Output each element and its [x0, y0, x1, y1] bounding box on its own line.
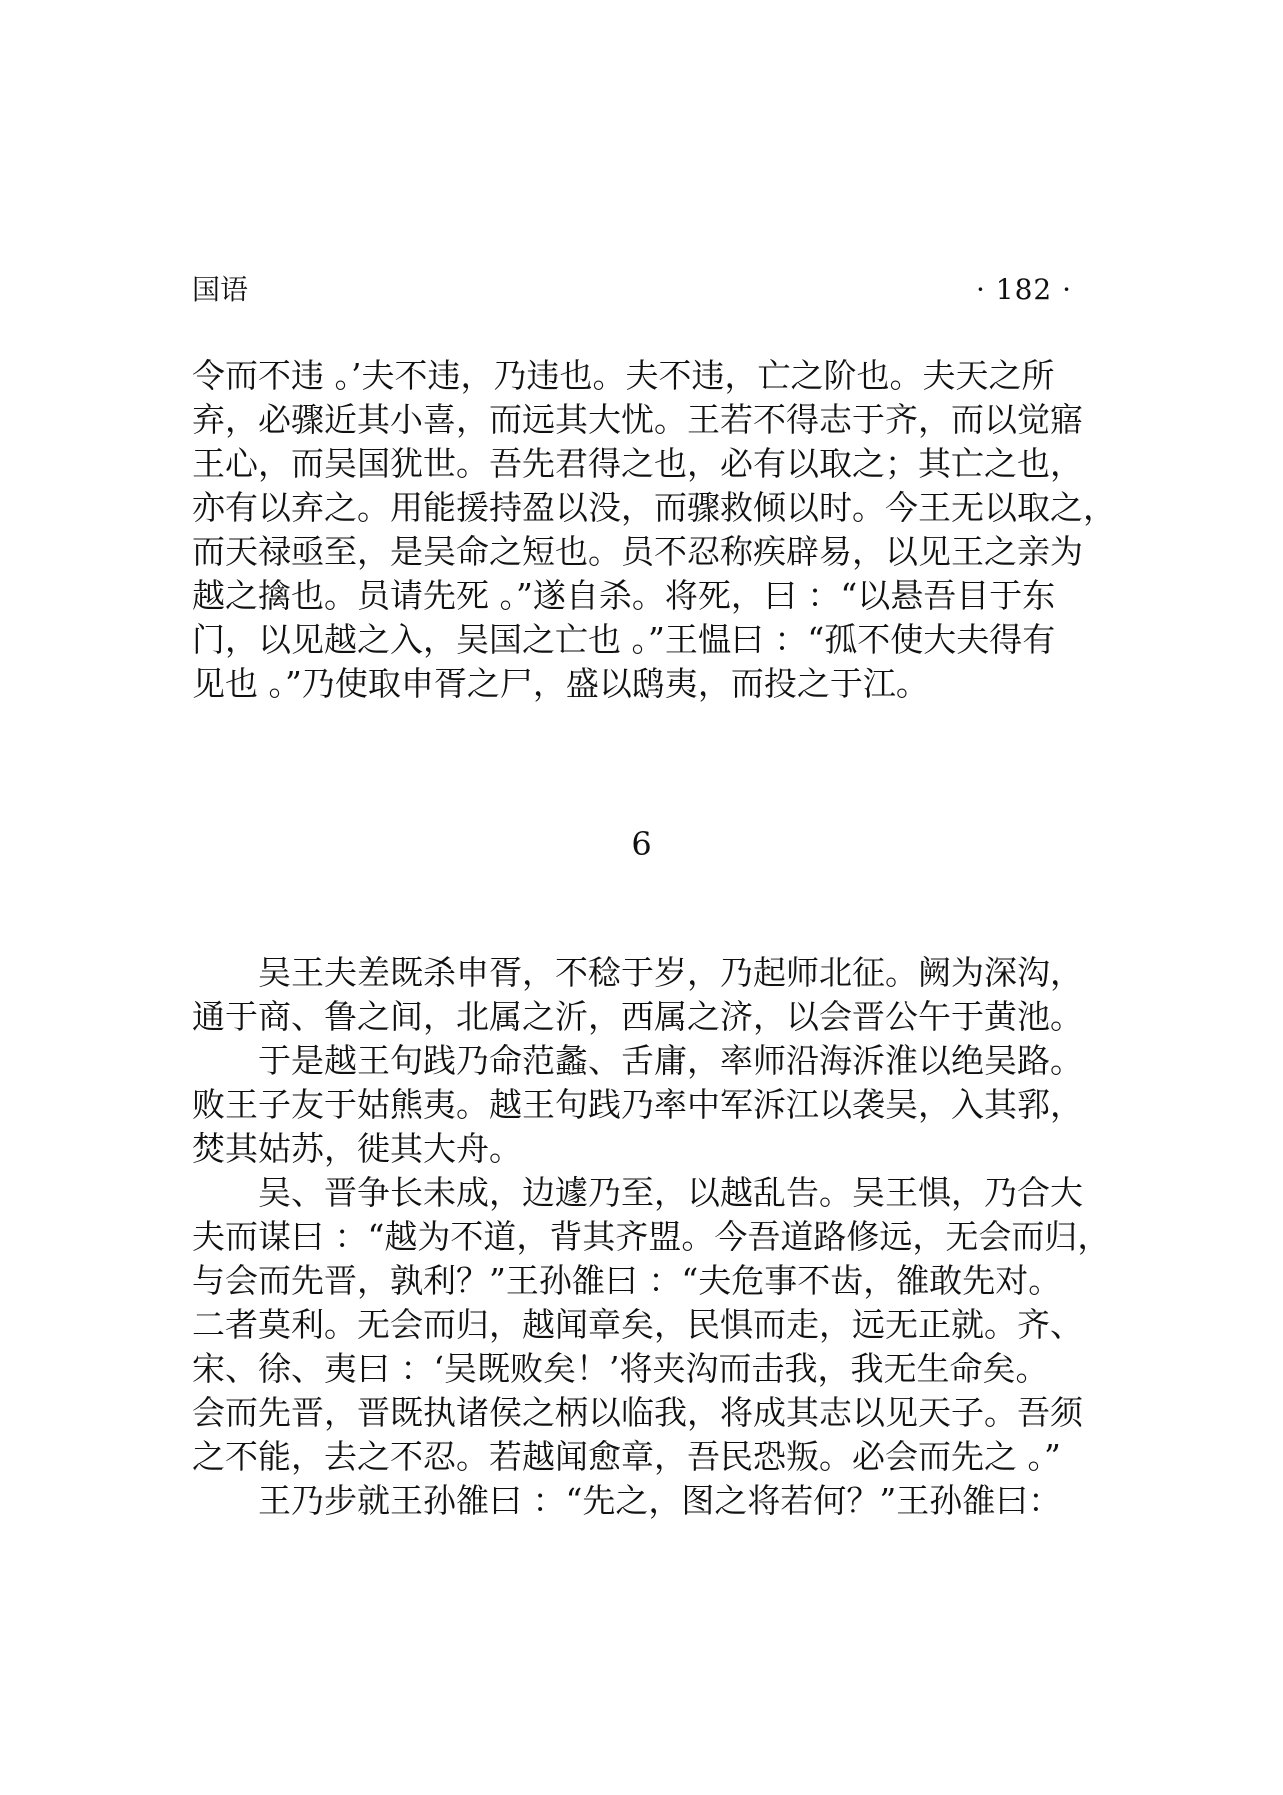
text-line: 令而不违 。’夫不违，乃违也。夫不违，亡之阶也。夫天之所 [192, 356, 1055, 395]
text-line: 而天禄亟至，是吴命之短也。员不忍称疾辟易，以见王之亲为 [192, 532, 1083, 571]
text-line: 之不能，去之不忍。若越闻愈章，吾民恐叛。必会而先之 。” [192, 1437, 1061, 1476]
text-line: 王心，而吴国犹世。吾先君得之也，必有以取之；其亡之也， [192, 444, 1083, 483]
text-line: 吴王夫差既杀申胥，不稔于岁，乃起师北征。阙为深沟， [258, 953, 1083, 992]
text-line: 王乃步就王孙雒曰 ：“先之，图之将若何？”王孙雒曰： [258, 1481, 1062, 1520]
text-line: 于是越王句践乃命范蠡、舌庸，率师沿海泝淮以绝吴路。 [258, 1041, 1083, 1080]
text-line: 通于商、鲁之间，北属之沂，西属之济，以会晋公午于黄池。 [192, 997, 1083, 1036]
text-line: 会而先晋，晋既执诸侯之柄以临我，将成其志以见天子。吾须 [192, 1393, 1083, 1432]
text-line: 与会而先晋，孰利？”王孙雒曰 ：“夫危事不齿，雒敢先对。 [192, 1261, 1062, 1300]
text-line: 越之擒也。员请先死 。”遂自杀。将死，曰 ：“以悬吾目于东 [192, 576, 1056, 615]
text-line: 败王子友于姑熊夷。越王句践乃率中军泝江以袭吴，入其郛， [192, 1085, 1083, 1124]
text-line: 焚其姑苏，徙其大舟。 [192, 1129, 522, 1168]
section-number: 6 [631, 825, 652, 863]
text-line: 亦有以弃之。用能援持盈以没，而骤救倾以时。今王无以取之， [192, 488, 1116, 527]
text-line: 宋、徐、夷曰 ：‘吴既败矣！’将夹沟而击我，我无生命矣。 [192, 1349, 1049, 1388]
paragraph-top [192, 354, 1116, 706]
text-line: 夫而谋曰 ：“越为不道，背其齐盟。今吾道路修远，无会而归， [192, 1217, 1111, 1256]
text-line: 见也 。”乃使取申胥之尸，盛以鸱夷，而投之于江。 [192, 664, 929, 703]
text-line: 门，以见越之入，吴国之亡也 。”王愠曰 ：“孤不使大夫得有 [192, 620, 1056, 659]
text-line: 二者莫利。无会而归，越闻章矣，民惧而走，远无正就。齐、 [192, 1305, 1083, 1344]
text-line: 吴、晋争长未成，边遽乃至，以越乱告。吴王惧，乃合大 [258, 1173, 1083, 1212]
running-header [192, 268, 1080, 312]
book-title: 国语 [192, 273, 249, 306]
section-body [192, 951, 1111, 1523]
text-line: 弃，必骤近其小喜，而远其大忧。王若不得志于齐，而以觉寤 [192, 400, 1083, 439]
page-number: · 182 · [975, 273, 1072, 306]
